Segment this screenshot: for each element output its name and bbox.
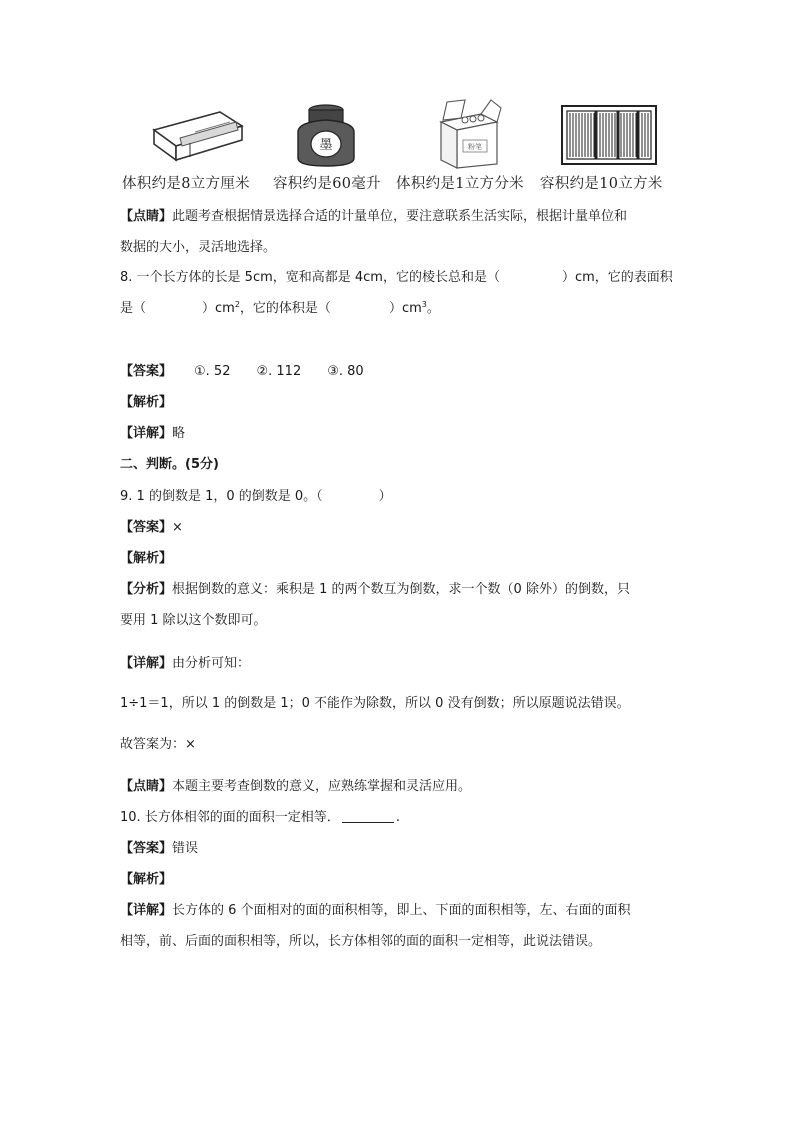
q9-detail-line2: 1÷1＝1，所以 1 的倒数是 1；0 不能作为除数，所以 0 没有倒数；所以原题说法错误。 <box>120 696 630 711</box>
q8-answer-1: ①. 52 <box>194 364 231 379</box>
tip-label: 【点睛】 <box>120 209 173 224</box>
caption-eraser: 体积约是8立方厘米 <box>122 176 250 192</box>
chalk-box-figure <box>435 98 503 170</box>
tip-label: 【点睛】 <box>120 779 173 794</box>
detail-label: 【详解】 <box>120 426 173 441</box>
q9-tip <box>120 777 471 797</box>
q9-question <box>120 487 392 507</box>
answer-label: 【答案】 <box>120 520 173 535</box>
q10-text-a: 10. 长方体相邻的面的面积一定相等． <box>120 810 340 825</box>
detail-label: 【详解】 <box>120 656 173 671</box>
q10-question <box>120 808 400 828</box>
detail-label: 【详解】 <box>120 903 173 918</box>
q8-answer <box>120 362 364 382</box>
q10-detail-line2: 相等，前、后面的面积相等，所以，长方体相邻的面的面积一定相等，此说法错误。 <box>120 934 602 949</box>
detail-text: 略 <box>172 426 186 441</box>
q9-text-a: 9. 1 的倒数是 1，0 的倒数是 0。（ <box>120 489 323 504</box>
q9-detail-line3: 故答案为：× <box>120 737 196 752</box>
ink-bottle-figure <box>290 102 362 168</box>
detail-text: 长方体的 6 个面相对的面的面积相等，即上、下面的面积相等，左、右面的面积 <box>172 903 631 918</box>
q7-tip-line2: 数据的大小，灵活地选择。 <box>120 240 277 255</box>
answer-label: 【答案】 <box>120 841 173 856</box>
shipping-container-figure <box>560 104 658 168</box>
q8-text-c: 是（ <box>120 301 147 316</box>
q8-sup-volume: 3 <box>421 300 427 309</box>
caption-chalk: 体积约是1立方分米 <box>396 176 524 192</box>
answer-text: × <box>172 520 183 535</box>
q8-text-b: ）cm，它的表面积 <box>561 270 673 285</box>
q8-answer-3: ③. 80 <box>327 364 364 379</box>
q8-detail <box>120 424 185 444</box>
q8-analysis-label: 【解析】 <box>120 395 173 410</box>
q8-text-e: ，它的体积是（ <box>239 301 331 316</box>
q9-fenxi-line2: 要用 1 除以这个数即可。 <box>120 613 267 628</box>
q8-question-line2 <box>120 299 440 319</box>
eraser-figure <box>150 108 245 164</box>
q10-text-b: . <box>395 810 400 825</box>
q8-question-line1 <box>120 268 673 288</box>
q10-analysis-label: 【解析】 <box>120 872 173 887</box>
chalk-label: 粉笔 <box>468 143 482 151</box>
answer-label: 【答案】 <box>120 364 173 379</box>
answer-blank <box>342 809 394 823</box>
q8-text-f: ）cm <box>388 301 422 316</box>
tip-text: 此题考查根据情景选择合适的计量单位，要注意联系生活实际，根据计量单位和 <box>172 209 628 224</box>
ink-label: 墨 <box>319 138 333 153</box>
caption-ink: 容积约是60毫升 <box>273 176 381 192</box>
tip-text: 本题主要考查倒数的意义，应熟练掌握和灵活应用。 <box>172 779 472 794</box>
q8-text-d: ）cm <box>202 301 235 316</box>
q9-text-b: ） <box>378 489 392 504</box>
q8-text-a: 8. 一个长方体的长是 5cm，宽和高都是 4cm，它的棱长总和是（ <box>120 270 500 285</box>
q8-answer-2: ②. 112 <box>256 364 302 379</box>
q9-analysis-label: 【解析】 <box>120 551 173 566</box>
section-title: 二、判断。(5分) <box>120 457 219 472</box>
q10-answer <box>120 839 198 859</box>
q8-sup-area: 2 <box>234 300 240 309</box>
fenxi-label: 【分析】 <box>120 582 173 597</box>
q10-detail-line1 <box>120 901 631 921</box>
q9-fenxi-line1 <box>120 580 630 600</box>
answer-text: 错误 <box>172 841 199 856</box>
caption-container: 容积约是10立方米 <box>540 176 663 192</box>
q8-text-g: 。 <box>426 301 440 316</box>
detail-text: 由分析可知： <box>172 656 251 671</box>
q9-detail-line1 <box>120 654 250 674</box>
fenxi-text: 根据倒数的意义：乘积是 1 的两个数互为倒数，求一个数（0 除外）的倒数，只 <box>172 582 630 597</box>
q9-answer <box>120 518 183 538</box>
q7-tip-line1 <box>120 207 627 227</box>
